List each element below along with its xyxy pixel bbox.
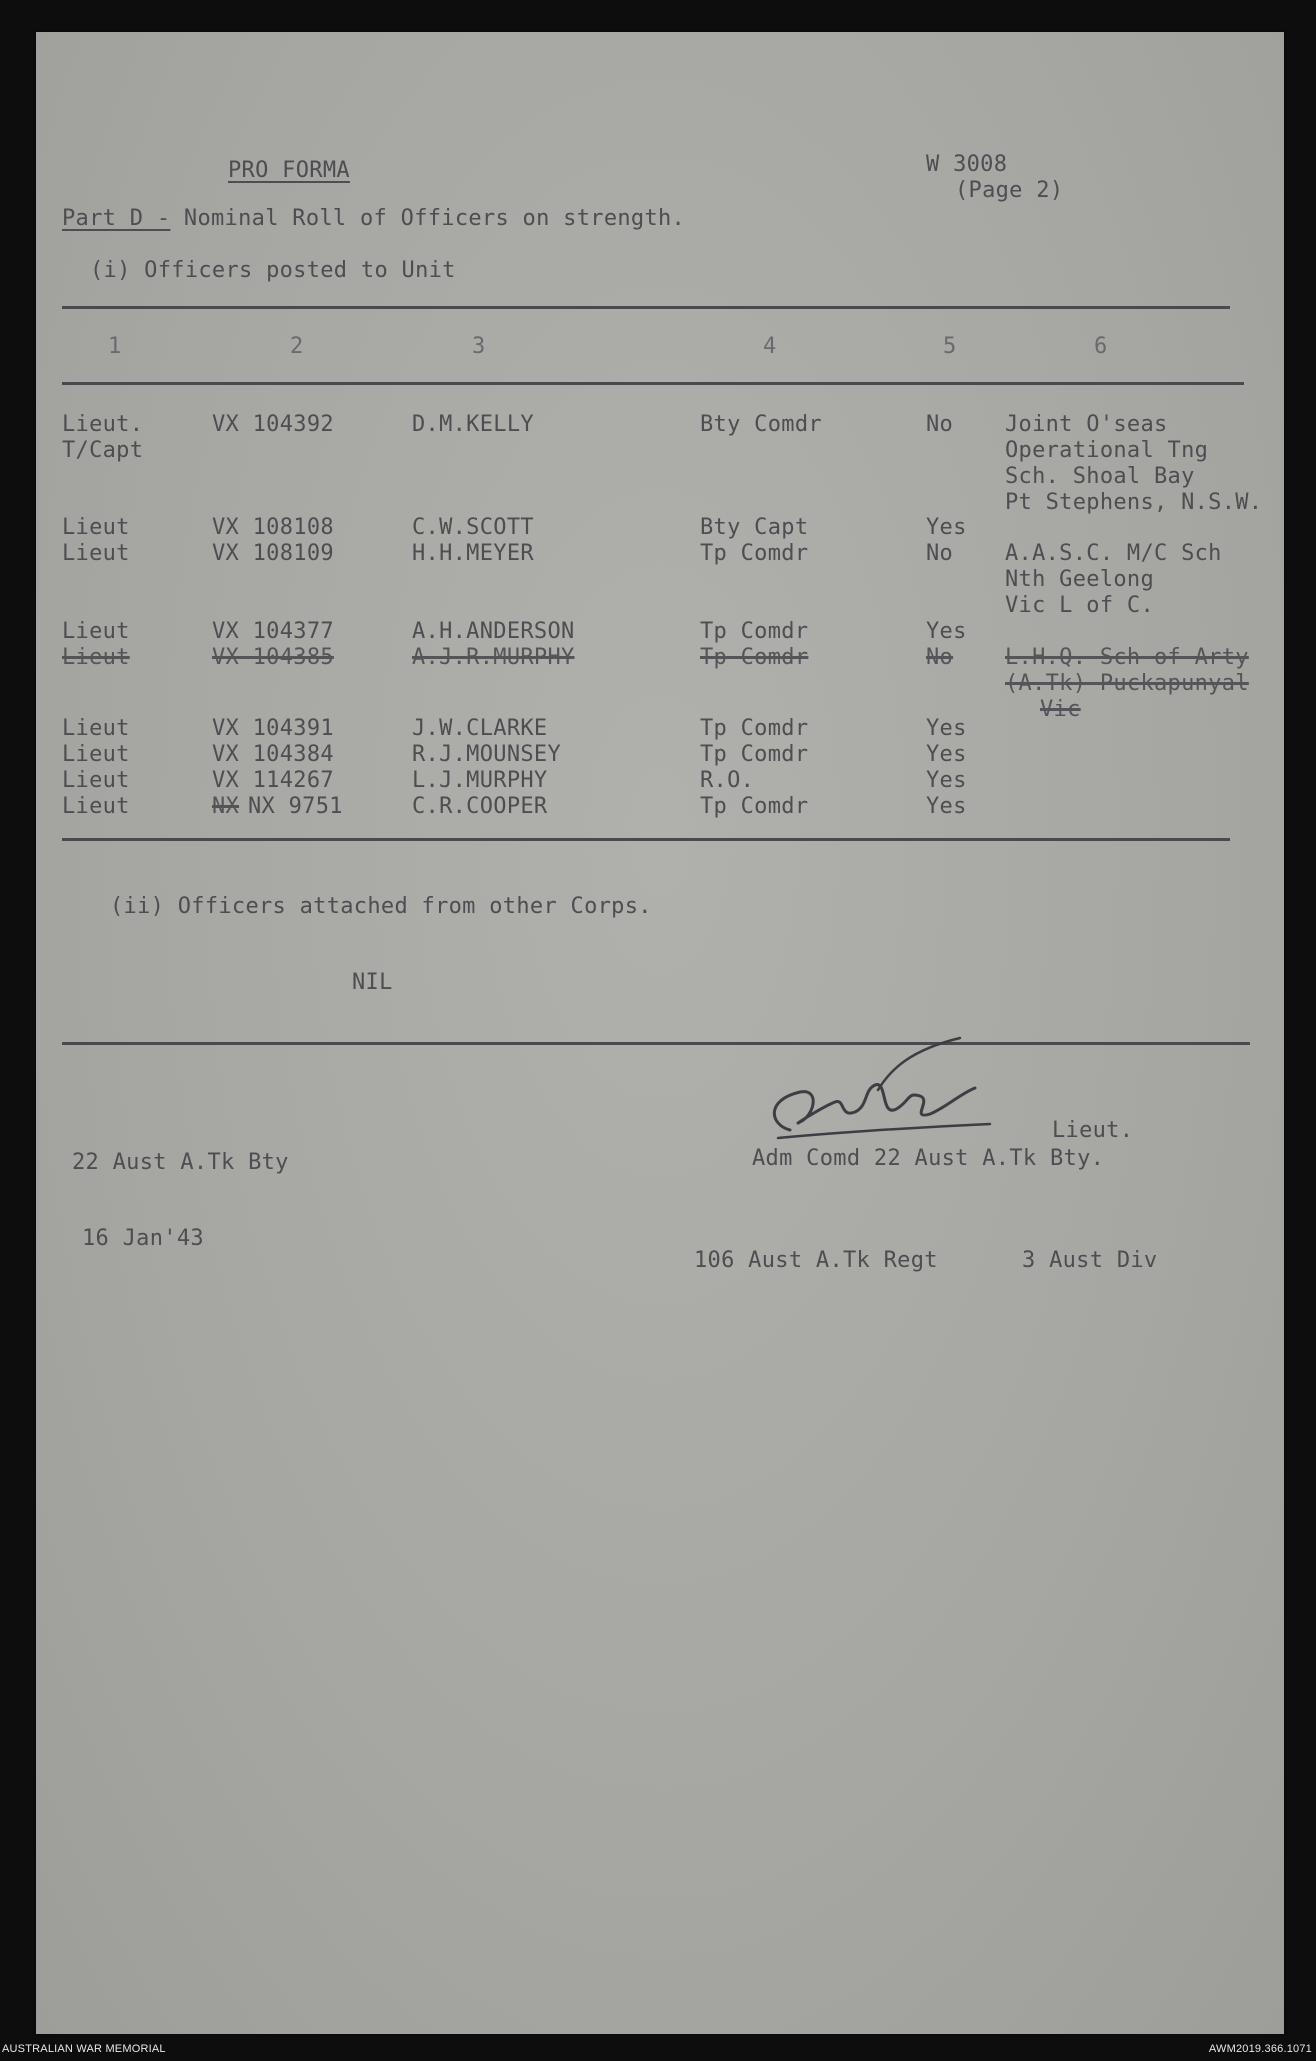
archive-credit: AUSTRALIAN WAR MEMORIAL	[2, 2043, 166, 2055]
name-cell: R.J.MOUNSEY	[412, 742, 561, 767]
rank-cell: Lieut	[62, 515, 130, 540]
remarks-cell: Nth Geelong	[1005, 567, 1154, 592]
remarks-cell: Pt Stephens, N.S.W.	[1005, 490, 1263, 515]
pro-forma-heading: PRO FORMA	[228, 158, 350, 183]
remarks-cell-struck: L.H.Q. Sch of Arty	[1005, 645, 1249, 670]
number-cell: VX 108108	[212, 515, 334, 540]
section-i-heading: (i) Officers posted to Unit	[90, 258, 456, 283]
yes-no-cell: Yes	[926, 742, 967, 767]
division-name: 3 Aust Div	[1022, 1248, 1158, 1273]
yes-no-cell: Yes	[926, 515, 967, 540]
nil-text: NIL	[352, 970, 393, 995]
handwritten-signature	[760, 1030, 1020, 1150]
name-cell: H.H.MEYER	[412, 541, 534, 566]
name-cell: L.J.MURPHY	[412, 768, 548, 793]
rank-cell: Lieut.	[62, 412, 144, 437]
section-ii-heading: (ii) Officers attached from other Corps.	[110, 894, 652, 919]
number-prefix-struck: NX	[212, 794, 240, 819]
remarks-cell: Vic L of C.	[1005, 593, 1154, 618]
number-cell: VX 104391	[212, 716, 334, 741]
remarks-cell: A.A.S.C. M/C Sch	[1005, 541, 1222, 566]
yes-no-cell: No	[926, 412, 954, 437]
appointment-cell: R.O.	[700, 768, 755, 793]
name-cell: D.M.KELLY	[412, 412, 534, 437]
name-cell-struck: A.J.R.MURPHY	[412, 645, 575, 670]
rank-cell: Lieut	[62, 541, 130, 566]
rank-cell: Lieut	[62, 716, 130, 741]
remarks-cell: Operational Tng	[1005, 438, 1209, 463]
appointment-cell: Tp Comdr	[700, 716, 809, 741]
archive-reference: AWM2019.366.1071	[1208, 2043, 1312, 2055]
signatory-rank: Lieut.	[1052, 1118, 1134, 1143]
appointment-cell: Bty Comdr	[700, 412, 822, 437]
rank-cell: Lieut	[62, 619, 130, 644]
number-cell: VX 104377	[212, 619, 334, 644]
yes-no-cell: Yes	[926, 716, 967, 741]
regiment-name: 106 Aust A.Tk Regt	[694, 1248, 938, 1273]
name-cell: C.R.COOPER	[412, 794, 548, 819]
unit-name: 22 Aust A.Tk Bty	[72, 1150, 289, 1175]
appointment-cell: Bty Capt	[700, 515, 809, 540]
yes-no-cell: Yes	[926, 768, 967, 793]
column-header-5: 5	[943, 334, 957, 359]
name-cell: C.W.SCOTT	[412, 515, 534, 540]
appointment-cell-struck: Tp Comdr	[700, 645, 809, 670]
yes-no-cell: Yes	[926, 619, 967, 644]
header-rule	[62, 382, 1244, 385]
signatory-appointment: Adm Comd 22 Aust A.Tk Bty.	[752, 1146, 1105, 1171]
page-number: (Page 2)	[955, 178, 1064, 203]
top-rule	[62, 306, 1230, 309]
rank-cell-struck: Lieut	[62, 645, 130, 670]
name-cell: A.H.ANDERSON	[412, 619, 575, 644]
number-cell: VX 108109	[212, 541, 334, 566]
appointment-cell: Tp Comdr	[700, 742, 809, 767]
column-header-2: 2	[290, 334, 304, 359]
part-label: Part D -	[62, 206, 171, 231]
appointment-cell: Tp Comdr	[700, 619, 809, 644]
number-cell: VX 104384	[212, 742, 334, 767]
number-cell: NX 9751	[248, 794, 343, 819]
document-date: 16 Jan'43	[82, 1226, 204, 1251]
appointment-cell: Tp Comdr	[700, 541, 809, 566]
rank-cell: Lieut	[62, 768, 130, 793]
column-header-1: 1	[108, 334, 122, 359]
form-number: W 3008	[926, 152, 1008, 177]
yes-no-cell-struck: No	[926, 645, 954, 670]
number-cell-struck: VX 104385	[212, 645, 334, 670]
rank-cell: Lieut	[62, 794, 130, 819]
column-header-6: 6	[1094, 334, 1108, 359]
column-header-4: 4	[763, 334, 777, 359]
rank-cell: Lieut	[62, 742, 130, 767]
number-cell: VX 114267	[212, 768, 334, 793]
column-header-3: 3	[472, 334, 486, 359]
number-cell: VX 104392	[212, 412, 334, 437]
document-page	[36, 32, 1284, 2034]
appointment-cell: Tp Comdr	[700, 794, 809, 819]
remarks-cell-struck: (A.Tk) Puckapunyal	[1005, 671, 1249, 696]
part-heading	[62, 206, 685, 231]
remarks-cell: Joint O'seas	[1005, 412, 1168, 437]
table-bottom-rule	[62, 838, 1230, 841]
yes-no-cell: No	[926, 541, 954, 566]
signature-rule	[62, 1042, 1250, 1045]
rank-cell: T/Capt	[62, 438, 144, 463]
remarks-cell: Sch. Shoal Bay	[1005, 464, 1195, 489]
name-cell: J.W.CLARKE	[412, 716, 548, 741]
remarks-cell-struck: Vic	[1040, 697, 1081, 722]
part-title: Nominal Roll of Officers on strength.	[183, 206, 686, 231]
yes-no-cell: Yes	[926, 794, 967, 819]
